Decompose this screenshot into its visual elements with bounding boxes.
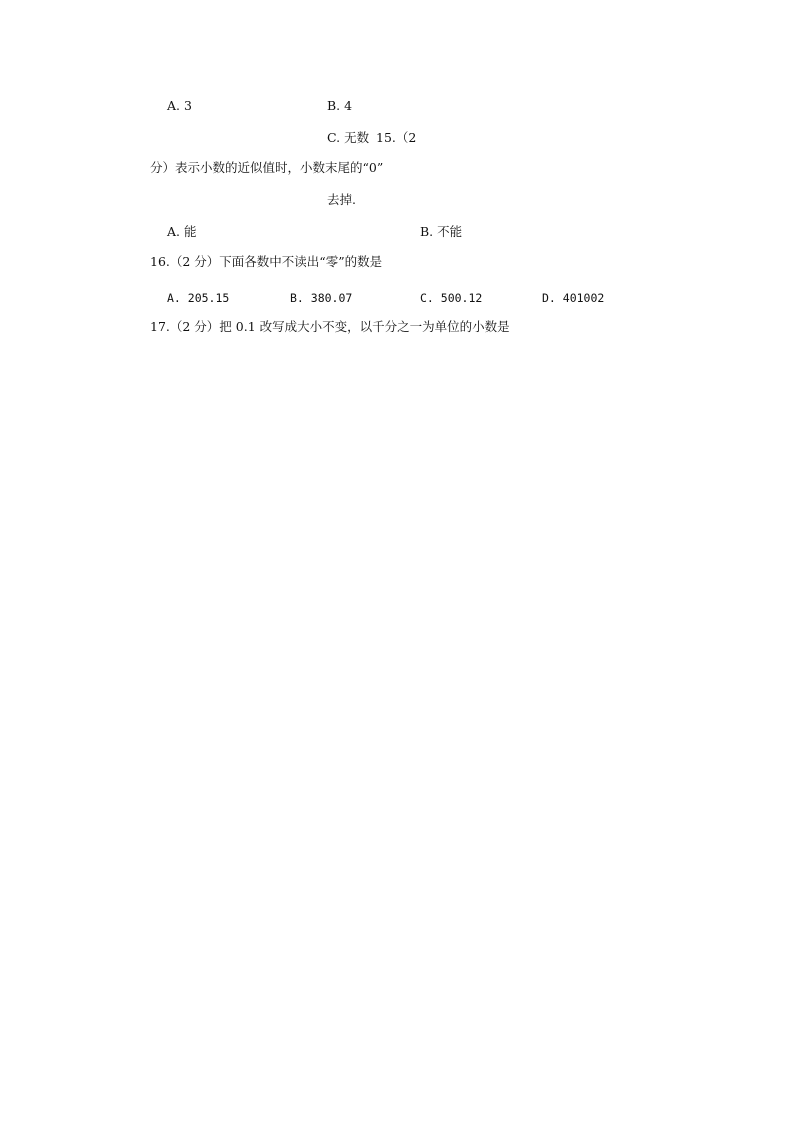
q14-option-c: C. 无数 [327,130,370,145]
q15-stem-end: 去掉. [327,192,356,207]
q16-option-c: C. 500.12 [420,291,483,305]
q16-option-d: D. 401002 [542,291,605,305]
q14-option-b: B. 4 [327,98,353,113]
q15-stem-number: 15.（2 [376,130,417,145]
q15-stem: 分）表示小数的近似值时，小数末尾的“0” [150,160,384,175]
q14-option-a: A. 3 [167,98,192,113]
q15-option-b: B. 不能 [420,224,463,239]
q16-option-b: B. 380.07 [290,291,353,305]
q16-option-a: A. 205.15 [167,291,230,305]
q17-stem: 17.（2 分）把 0.1 改写成大小不变，以千分之一为单位的小数是 [150,319,510,334]
q15-option-a: A. 能 [167,224,197,239]
q16-stem: 16.（2 分）下面各数中不读出“零”的数是 [150,254,383,269]
